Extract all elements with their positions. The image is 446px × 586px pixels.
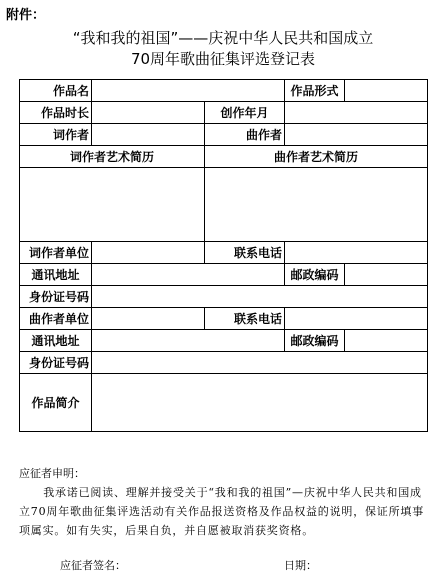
table-row [20, 308, 428, 330]
attachment-label: 附件： [6, 8, 46, 23]
lyricist-unit-label: 词作者单位 [20, 242, 92, 264]
composer-id-field[interactable] [92, 352, 428, 374]
table-row [20, 352, 428, 374]
lyricist-phone-label: 联系电话 [205, 242, 285, 264]
creation-date-field[interactable] [285, 102, 428, 124]
table-row [20, 242, 428, 264]
composer-bio-header: 曲作者艺术简历 [205, 146, 428, 168]
composer-address-label: 通讯地址 [20, 330, 92, 352]
composer-field[interactable] [285, 124, 428, 146]
lyricist-label: 词作者 [20, 124, 92, 146]
lyricist-address-label: 通讯地址 [20, 264, 92, 286]
composer-unit-field[interactable] [92, 308, 205, 330]
lyricist-postal-label: 邮政编码 [285, 264, 345, 286]
table-row [20, 146, 428, 168]
form-title-line1: “我和我的祖国”——庆祝中华人民共和国成立 [72, 29, 374, 47]
work-form-field[interactable] [345, 80, 428, 102]
table-row [20, 124, 428, 146]
work-intro-label: 作品简介 [20, 374, 92, 432]
work-name-label: 作品名 [20, 80, 92, 102]
date-label: 日期： [284, 559, 317, 572]
composer-bio-field[interactable] [205, 168, 428, 242]
composer-label: 曲作者 [205, 124, 285, 146]
composer-phone-field[interactable] [285, 308, 428, 330]
table-row [20, 102, 428, 124]
declaration-text: 我承诺已阅读、理解并接受关于“我和我的祖国”—庆祝中华人民共和国成立70周年歌曲征集评选活动有关作品报送资格及作品权益的说明，保证所填事项属实。如有失实，后果自负，并自愿被取消获奖资格。 [19, 486, 424, 537]
signature-label: 应征者签名： [60, 559, 126, 572]
work-intro-field[interactable] [92, 374, 428, 432]
lyricist-bio-header: 词作者艺术简历 [20, 146, 205, 168]
registration-form-table [19, 79, 428, 432]
table-row [20, 374, 428, 432]
work-duration-field[interactable] [92, 102, 205, 124]
table-row [20, 264, 428, 286]
composer-unit-label: 曲作者单位 [20, 308, 92, 330]
table-row [20, 168, 428, 242]
creation-date-label: 创作年月 [205, 102, 285, 124]
lyricist-postal-field[interactable] [345, 264, 428, 286]
lyricist-field[interactable] [92, 124, 205, 146]
lyricist-address-field[interactable] [92, 264, 285, 286]
table-row [20, 80, 428, 102]
composer-address-field[interactable] [92, 330, 285, 352]
table-row [20, 330, 428, 352]
lyricist-id-label: 身份证号码 [20, 286, 92, 308]
lyricist-phone-field[interactable] [285, 242, 428, 264]
composer-postal-field[interactable] [345, 330, 428, 352]
lyricist-bio-field[interactable] [20, 168, 205, 242]
composer-id-label: 身份证号码 [20, 352, 92, 374]
work-duration-label: 作品时长 [20, 102, 92, 124]
composer-phone-label: 联系电话 [205, 308, 285, 330]
form-title-line2: 70周年歌曲征集评选登记表 [130, 50, 316, 68]
work-form-label: 作品形式 [285, 80, 345, 102]
declaration-heading: 应征者申明： [19, 467, 85, 480]
lyricist-id-field[interactable] [92, 286, 428, 308]
lyricist-unit-field[interactable] [92, 242, 205, 264]
work-name-field[interactable] [92, 80, 285, 102]
composer-postal-label: 邮政编码 [285, 330, 345, 352]
table-row [20, 286, 428, 308]
declaration-block [19, 464, 429, 540]
